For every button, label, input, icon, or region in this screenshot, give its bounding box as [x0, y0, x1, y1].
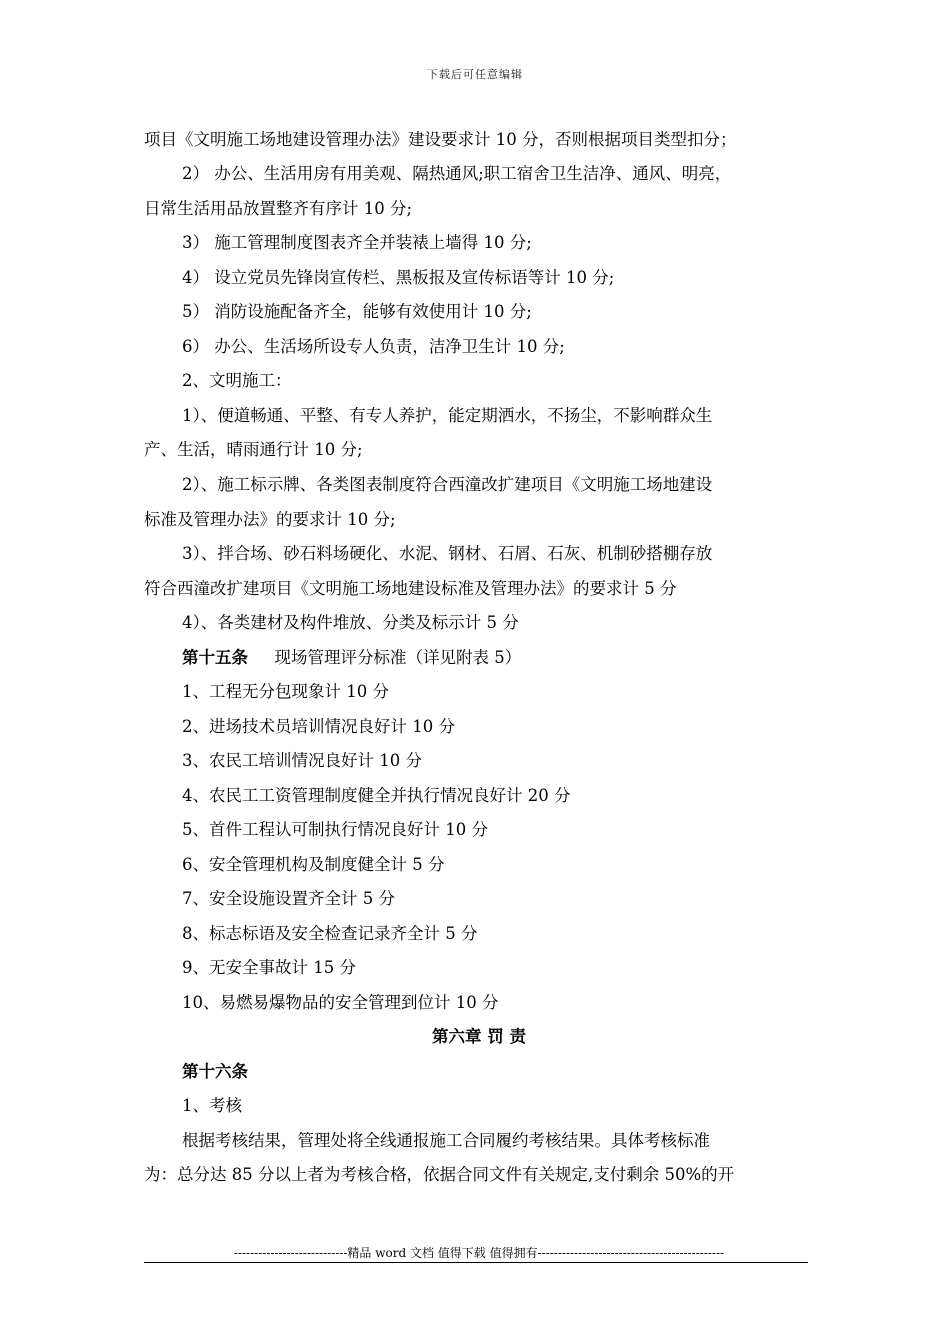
list-item: 6、安全管理机构及制度健全计 5 分 — [182, 855, 445, 874]
text-line: 2） 办公、生活用房有用美观、隔热通风;职工宿舍卫生洁净、通风、明亮， — [182, 164, 732, 183]
list-item: 10、易燃易爆物品的安全管理到位计 10 分 — [182, 993, 499, 1012]
text-line: 符合西潼改扩建项目《文明施工场地建设标准及管理办法》的要求计 5 分 — [144, 579, 677, 598]
text-line: 1）、便道畅通、平整、有专人养护，能定期洒水，不扬尘，不影响群众生 — [182, 406, 713, 425]
list-item: 5、首件工程认可制执行情况良好计 10 分 — [182, 820, 488, 839]
text-line: 项目《文明施工场地建设管理办法》建设要求计 10 分，否则根据项目类型扣分； — [144, 130, 737, 149]
chapter-heading: 第六章 罚 责 — [432, 1027, 526, 1046]
footer-divider — [144, 1262, 808, 1263]
section-heading: 2、文明施工： — [182, 371, 292, 390]
text-line: 为：总分达 85 分以上者为考核合格，依据合同文件有关规定,支付剩余 50%的开 — [144, 1165, 735, 1184]
text-line: 2）、施工标示牌、各类图表制度符合西潼改扩建项目《文明施工场地建设 — [182, 475, 713, 494]
article-16-heading: 第十六条 — [182, 1062, 248, 1081]
text-line: 3）、拌合场、砂石料场硬化、水泥、钢材、石屑、石灰、机制砂搭棚存放 — [182, 544, 713, 563]
page-header: 下载后可任意编辑 — [427, 68, 523, 81]
text-line: 4）、各类建材及构件堆放、分类及标示计 5 分 — [182, 613, 519, 632]
text-line: 3） 施工管理制度图表齐全并装裱上墙得 10 分; — [182, 233, 532, 252]
page-footer: ----------------------------精品 word 文档 值得下载 值得拥有---------------------------------------------- — [233, 1246, 725, 1260]
article-title: 现场管理评分标准（详见附表 5） — [274, 648, 522, 667]
text-line: 5） 消防设施配备齐全，能够有效使用计 10 分; — [182, 302, 532, 321]
list-item: 9、无安全事故计 15 分 — [182, 958, 356, 977]
article-15-line — [182, 648, 521, 668]
list-item: 2、进场技术员培训情况良好计 10 分 — [182, 717, 455, 736]
list-item: 8、标志标语及安全检查记录齐全计 5 分 — [182, 924, 478, 943]
text-line: 4） 设立党员先锋岗宣传栏、黑板报及宣传标语等计 10 分; — [182, 268, 615, 287]
text-line: 产、生活，晴雨通行计 10 分; — [144, 440, 363, 459]
text-line: 根据考核结果，管理处将全线通报施工合同履约考核结果。具体考核标准 — [182, 1131, 710, 1150]
text-line: 6） 办公、生活场所设专人负责，洁净卫生计 10 分; — [182, 337, 565, 356]
list-item: 7、安全设施设置齐全计 5 分 — [182, 889, 395, 908]
article-label: 第十五条 — [182, 648, 248, 667]
list-item: 1、工程无分包现象计 10 分 — [182, 682, 389, 701]
subsection-heading: 1、考核 — [182, 1096, 242, 1115]
text-line: 日常生活用品放置整齐有序计 10 分; — [144, 199, 413, 218]
list-item: 3、农民工培训情况良好计 10 分 — [182, 751, 422, 770]
text-line: 标准及管理办法》的要求计 10 分; — [144, 510, 396, 529]
list-item: 4、农民工工资管理制度健全并执行情况良好计 20 分 — [182, 786, 571, 805]
